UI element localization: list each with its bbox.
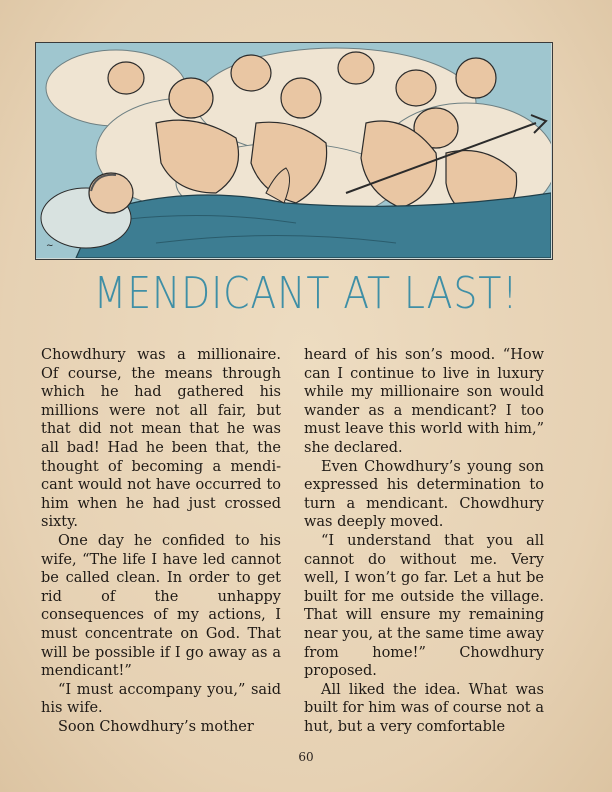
paragraph: Soon Chowdhury’s mother	[58, 718, 254, 735]
paragraph: Even Chowdhury’s young son expressed his determination to turn a mendicant. Chowdhury was deeply moved.	[304, 458, 544, 531]
paragraph: One day he confided to his wife, “The life I have led cannot be called clean. In order to get rid of the unhappy consequences of my actions, I must concentrate on God. That will be possible if I go away as a mendicant!”	[41, 532, 281, 680]
svg-text:~: ~	[46, 241, 54, 251]
story-illustration	[35, 42, 553, 260]
paragraph: “I must accompany you,” said his wife.	[41, 681, 281, 717]
right-column	[304, 346, 544, 736]
page-number: 60	[298, 750, 314, 764]
paragraph: “I understand that you all cannot do without me. Very well, I won’t go far. Let a hut be built for me outside the village. That will ensure my remaining near you, at the same time away from home!” Chowdhury proposed.	[304, 532, 544, 680]
paragraph: All liked the idea. What was built for him was of course not a hut, but a very comfortable	[304, 681, 544, 735]
left-column	[41, 346, 281, 736]
paragraph: heard of his son’s mood. “How can I continue to live in luxury while my millionaire son would wander as a mendicant? I too must leave this world with him,” she declared.	[304, 347, 544, 456]
story-title: MENDICANT AT LAST!	[93, 268, 519, 319]
paragraph: Chowdhury was a millionaire. Of course, the means through which he had gathered his millions were not all fair, but that did not mean that he was all bad! Had he been that, the thought of becoming a mendicant would not have occurred to him when he had just crossed sixty.	[41, 347, 281, 531]
